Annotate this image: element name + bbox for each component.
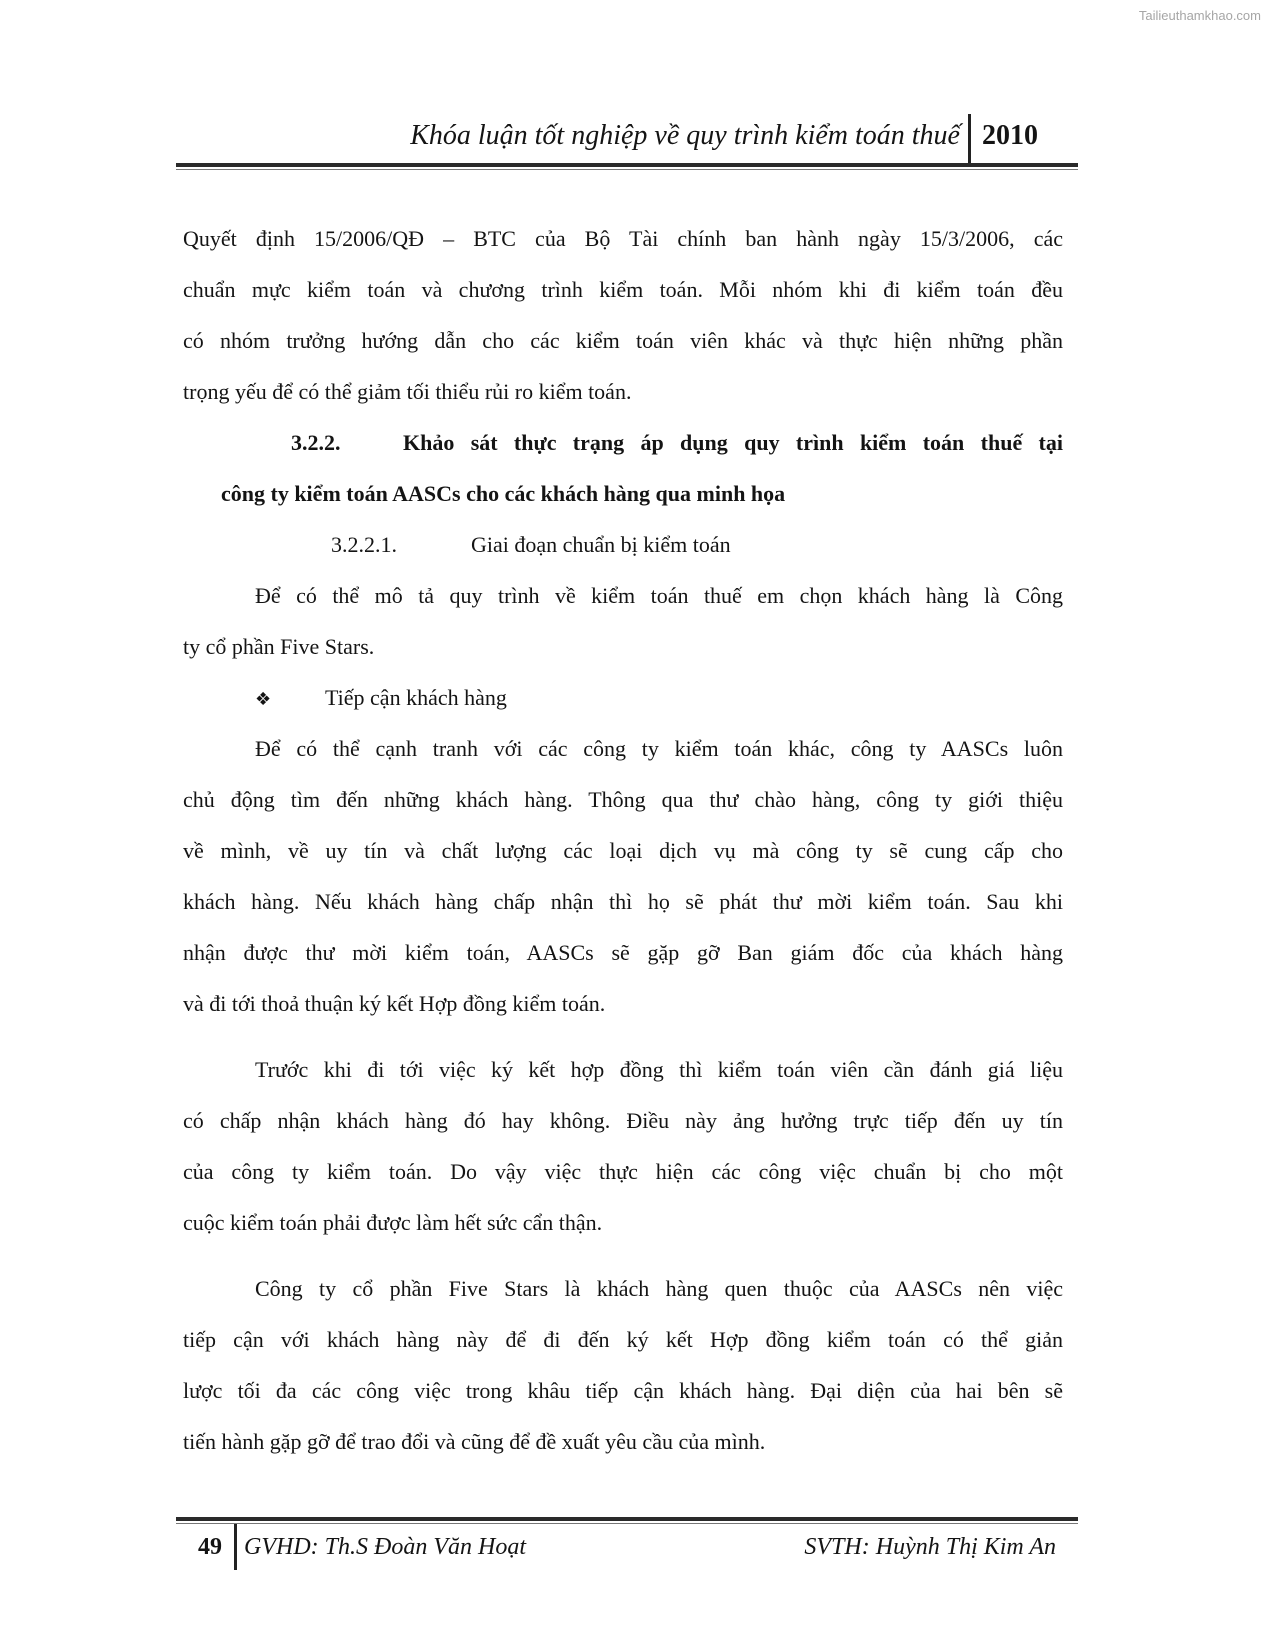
paragraph-line: Để có thể mô tả quy trình về kiểm toán thuế em chọn khách hàng là Công xyxy=(255,583,1063,608)
paragraph-line: ty cổ phần Five Stars. xyxy=(183,634,375,659)
subsection-number: 3.2.2.1. xyxy=(331,532,397,557)
header-rule xyxy=(176,163,1078,167)
paragraph-line: Quyết định 15/2006/QĐ – BTC của Bộ Tài chính ban hành ngày 15/3/2006, các xyxy=(183,226,1063,251)
header-title: Khóa luận tốt nghiệp về quy trình kiểm toán thuế xyxy=(410,120,960,151)
paragraph-line: Trước khi đi tới việc ký kết hợp đồng thì kiểm toán viên cần đánh giá liệu xyxy=(255,1057,1063,1082)
subsection-heading-3221 xyxy=(183,519,1063,570)
paragraph-line: chuẩn mực kiểm toán và chương trình kiểm toán. Mỗi nhóm khi đi kiểm toán đều xyxy=(183,277,1063,302)
header-rule-thin xyxy=(176,169,1078,170)
bullet-item xyxy=(183,672,1063,723)
page-header xyxy=(176,114,1078,164)
paragraph-line: và đi tới thoả thuận ký kết Hợp đồng kiểm toán. xyxy=(183,991,606,1016)
paragraph-line: cuộc kiểm toán phải được làm hết sức cẩn thận. xyxy=(183,1210,603,1235)
watermark: Tailieuthamkhao.com xyxy=(1138,8,1261,23)
paragraph-line: lược tối đa các công việc trong khâu tiếp cận khách hàng. Đại diện của hai bên sẽ xyxy=(183,1378,1063,1403)
section-heading-322 xyxy=(183,417,1063,468)
paragraph-line: khách hàng. Nếu khách hàng chấp nhận thì họ sẽ phát thư mời kiểm toán. Sau khi xyxy=(183,889,1063,914)
section-title-line1: Khảo sát thực trạng áp dụng quy trình kiểm toán thuế tại xyxy=(403,430,1063,455)
page-number: 49 xyxy=(198,1534,222,1560)
document-body xyxy=(183,213,1063,1467)
subsection-title: Giai đoạn chuẩn bị kiểm toán xyxy=(471,532,731,557)
paragraph-line: Để có thể cạnh tranh với các công ty kiểm toán khác, công ty AASCs luôn xyxy=(255,736,1063,761)
paragraph-line: về mình, về uy tín và chất lượng các loại dịch vụ mà công ty sẽ cung cấp cho xyxy=(183,838,1063,863)
page-footer xyxy=(176,1524,1078,1570)
footer-rule xyxy=(176,1517,1078,1521)
section-number: 3.2.2. xyxy=(291,430,341,455)
header-year: 2010 xyxy=(982,120,1038,151)
paragraph-line: của công ty kiểm toán. Do vậy việc thực hiện các công việc chuẩn bị cho một xyxy=(183,1159,1063,1184)
paragraph-line: có nhóm trưởng hướng dẫn cho các kiểm toán viên khác và thực hiện những phần xyxy=(183,328,1063,353)
bullet-text: Tiếp cận khách hàng xyxy=(325,685,507,710)
paragraph-line: có chấp nhận khách hàng đó hay không. Điều này ảng hưởng trực tiếp đến uy tín xyxy=(183,1108,1063,1133)
paragraph-line: tiến hành gặp gỡ để trao đổi và cũng để đề xuất yêu cầu của mình. xyxy=(183,1429,766,1454)
diamond-bullet-icon: ❖ xyxy=(255,689,272,710)
footer-separator xyxy=(234,1524,237,1570)
paragraph-line: Công ty cổ phần Five Stars là khách hàng quen thuộc của AASCs nên việc xyxy=(255,1276,1063,1301)
header-separator xyxy=(968,114,971,164)
section-title-line2: công ty kiểm toán AASCs cho các khách hàng qua minh họa xyxy=(221,481,786,506)
paragraph-line: trọng yếu để có thể giảm tối thiểu rủi ro kiểm toán. xyxy=(183,379,632,404)
paragraph-line: chủ động tìm đến những khách hàng. Thông qua thư chào hàng, công ty giới thiệu xyxy=(183,787,1063,812)
paragraph-line: nhận được thư mời kiểm toán, AASCs sẽ gặp gỡ Ban giám đốc của khách hàng xyxy=(183,940,1063,965)
paragraph-line: tiếp cận với khách hàng này để đi đến ký kết Hợp đồng kiểm toán có thể giản xyxy=(183,1327,1063,1352)
supervisor-name: GVHD: Th.S Đoàn Văn Hoạt xyxy=(244,1534,526,1560)
student-name: SVTH: Huỳnh Thị Kim An xyxy=(804,1534,1056,1560)
